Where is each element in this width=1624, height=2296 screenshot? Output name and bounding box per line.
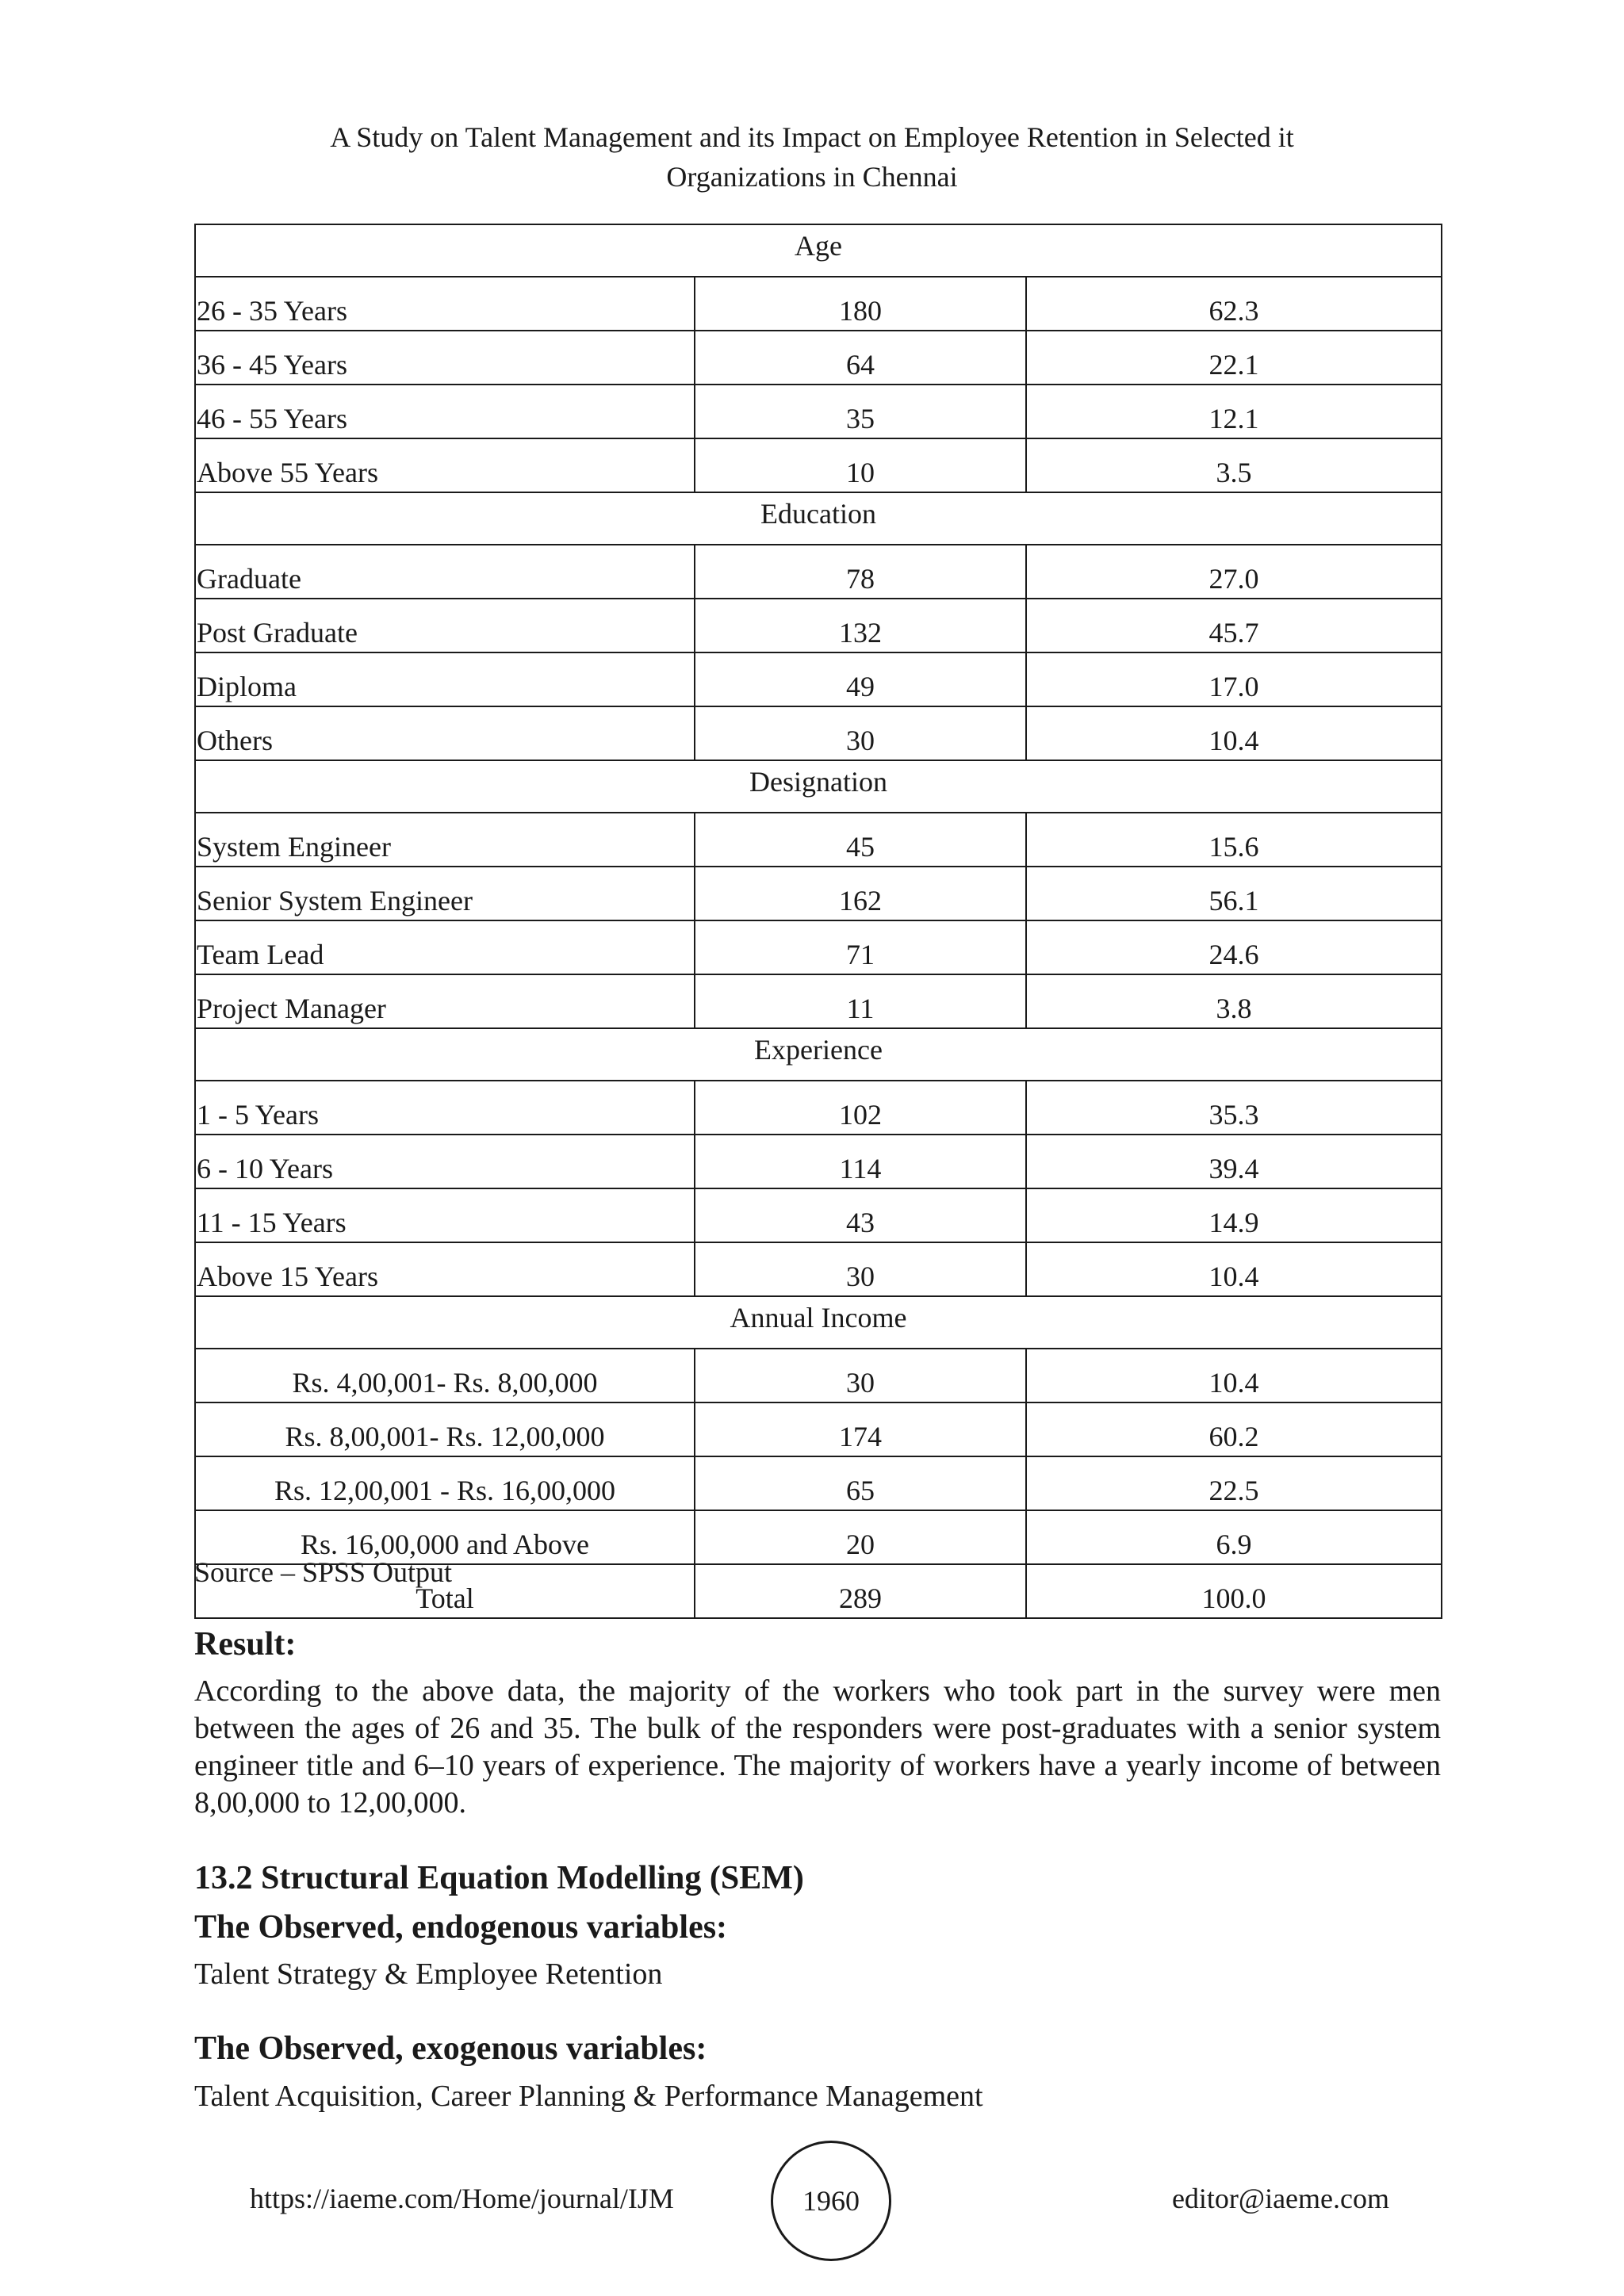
section-title: Designation bbox=[195, 760, 1442, 813]
row-percent: 35.3 bbox=[1026, 1081, 1442, 1135]
row-label: Rs. 16,00,000 and Above bbox=[195, 1510, 695, 1564]
row-label: Post Graduate bbox=[195, 599, 695, 652]
table-row bbox=[195, 599, 1442, 652]
row-label: Rs. 8,00,001- Rs. 12,00,000 bbox=[195, 1402, 695, 1456]
table-row bbox=[195, 1402, 1442, 1456]
row-count: 114 bbox=[695, 1135, 1026, 1188]
header-line-2: Organizations in Chennai bbox=[666, 161, 958, 193]
total-label: Total bbox=[195, 1564, 695, 1618]
endogenous-heading: The Observed, endogenous variables: bbox=[194, 1909, 728, 1946]
row-count: 71 bbox=[695, 920, 1026, 974]
row-count: 30 bbox=[695, 706, 1026, 760]
row-label: Diploma bbox=[195, 652, 695, 706]
section-title: Experience bbox=[195, 1028, 1442, 1081]
row-count: 65 bbox=[695, 1456, 1026, 1510]
row-count: 20 bbox=[695, 1510, 1026, 1564]
row-percent: 3.5 bbox=[1026, 438, 1442, 492]
section-header-row bbox=[195, 760, 1442, 813]
row-count: 180 bbox=[695, 277, 1026, 331]
row-label: 46 - 55 Years bbox=[195, 385, 695, 438]
row-percent: 22.5 bbox=[1026, 1456, 1442, 1510]
demographics-table bbox=[194, 224, 1442, 1619]
row-label: Others bbox=[195, 706, 695, 760]
table-row bbox=[195, 867, 1442, 920]
section-title: Annual Income bbox=[195, 1296, 1442, 1349]
running-header bbox=[0, 117, 1624, 197]
section-header-row bbox=[195, 492, 1442, 545]
section-header-row bbox=[195, 1296, 1442, 1349]
row-percent: 15.6 bbox=[1026, 813, 1442, 867]
row-label: Above 55 Years bbox=[195, 438, 695, 492]
row-label: 11 - 15 Years bbox=[195, 1188, 695, 1242]
row-count: 102 bbox=[695, 1081, 1026, 1135]
row-label: 6 - 10 Years bbox=[195, 1135, 695, 1188]
row-label: Senior System Engineer bbox=[195, 867, 695, 920]
row-label: Rs. 4,00,001- Rs. 8,00,000 bbox=[195, 1349, 695, 1402]
row-label: 1 - 5 Years bbox=[195, 1081, 695, 1135]
row-count: 11 bbox=[695, 974, 1026, 1028]
row-count: 132 bbox=[695, 599, 1026, 652]
row-percent: 3.8 bbox=[1026, 974, 1442, 1028]
row-count: 30 bbox=[695, 1242, 1026, 1296]
section-header-row bbox=[195, 1028, 1442, 1081]
row-count: 45 bbox=[695, 813, 1026, 867]
total-count: 289 bbox=[695, 1564, 1026, 1618]
demographics-table-body bbox=[195, 224, 1442, 1618]
row-count: 174 bbox=[695, 1402, 1026, 1456]
table-row bbox=[195, 385, 1442, 438]
table-row bbox=[195, 1081, 1442, 1135]
total-percent: 100.0 bbox=[1026, 1564, 1442, 1618]
row-label: Above 15 Years bbox=[195, 1242, 695, 1296]
row-count: 78 bbox=[695, 545, 1026, 599]
result-heading: Result: bbox=[194, 1626, 297, 1663]
row-percent: 24.6 bbox=[1026, 920, 1442, 974]
row-count: 43 bbox=[695, 1188, 1026, 1242]
table-row bbox=[195, 706, 1442, 760]
page-number-text: 1960 bbox=[802, 2185, 860, 2217]
section-title: Age bbox=[195, 224, 1442, 277]
row-label: System Engineer bbox=[195, 813, 695, 867]
table-row bbox=[195, 974, 1442, 1028]
table-row bbox=[195, 1456, 1442, 1510]
row-percent: 60.2 bbox=[1026, 1402, 1442, 1456]
table-row bbox=[195, 438, 1442, 492]
exogenous-heading: The Observed, exogenous variables: bbox=[194, 2030, 707, 2067]
row-percent: 14.9 bbox=[1026, 1188, 1442, 1242]
row-percent: 45.7 bbox=[1026, 599, 1442, 652]
header-line-1: A Study on Talent Management and its Impact on Employee Retention in Selected it bbox=[330, 121, 1294, 153]
row-count: 35 bbox=[695, 385, 1026, 438]
page-number bbox=[771, 2141, 891, 2261]
row-label: 36 - 45 Years bbox=[195, 331, 695, 385]
endogenous-variables: Talent Strategy & Employee Retention bbox=[194, 1957, 663, 1991]
exogenous-variables: Talent Acquisition, Career Planning & Performance Management bbox=[194, 2080, 983, 2113]
table-row bbox=[195, 813, 1442, 867]
row-count: 49 bbox=[695, 652, 1026, 706]
table-row bbox=[195, 1188, 1442, 1242]
row-count: 10 bbox=[695, 438, 1026, 492]
footer-journal-link[interactable]: https://iaeme.com/Home/journal/IJM bbox=[250, 2183, 674, 2214]
row-percent: 39.4 bbox=[1026, 1135, 1442, 1188]
table-row bbox=[195, 1349, 1442, 1402]
table-row bbox=[195, 1242, 1442, 1296]
row-percent: 6.9 bbox=[1026, 1510, 1442, 1564]
row-label: Project Manager bbox=[195, 974, 695, 1028]
row-count: 30 bbox=[695, 1349, 1026, 1402]
footer-email-link[interactable]: editor@iaeme.com bbox=[1171, 2183, 1389, 2214]
table-row bbox=[195, 545, 1442, 599]
row-count: 64 bbox=[695, 331, 1026, 385]
table-row bbox=[195, 652, 1442, 706]
row-count: 162 bbox=[695, 867, 1026, 920]
row-percent: 62.3 bbox=[1026, 277, 1442, 331]
row-percent: 12.1 bbox=[1026, 385, 1442, 438]
row-percent: 17.0 bbox=[1026, 652, 1442, 706]
sem-section-heading: 13.2 Structural Equation Modelling (SEM) bbox=[194, 1860, 804, 1896]
row-label: Rs. 12,00,001 - Rs. 16,00,000 bbox=[195, 1456, 695, 1510]
row-label: Graduate bbox=[195, 545, 695, 599]
table-row bbox=[195, 331, 1442, 385]
row-percent: 56.1 bbox=[1026, 867, 1442, 920]
table-source: Source – SPSS Output bbox=[194, 1556, 453, 1588]
row-percent: 10.4 bbox=[1026, 1242, 1442, 1296]
row-percent: 10.4 bbox=[1026, 1349, 1442, 1402]
result-paragraph: According to the above data, the majority of the workers who took part in the survey were men between the ages of 26 and 35. The bulk of the responders were post-graduates with a senior system engineer title and 6–10 years of experience. The majority of workers have a yearly income of between 8,00,000 to 12,00,000. bbox=[194, 1674, 1441, 1820]
table-row bbox=[195, 920, 1442, 974]
row-percent: 27.0 bbox=[1026, 545, 1442, 599]
row-label: 26 - 35 Years bbox=[195, 277, 695, 331]
row-label: Team Lead bbox=[195, 920, 695, 974]
table-row bbox=[195, 277, 1442, 331]
section-title: Education bbox=[195, 492, 1442, 545]
section-header-row bbox=[195, 224, 1442, 277]
row-percent: 10.4 bbox=[1026, 706, 1442, 760]
row-percent: 22.1 bbox=[1026, 331, 1442, 385]
table-row bbox=[195, 1135, 1442, 1188]
